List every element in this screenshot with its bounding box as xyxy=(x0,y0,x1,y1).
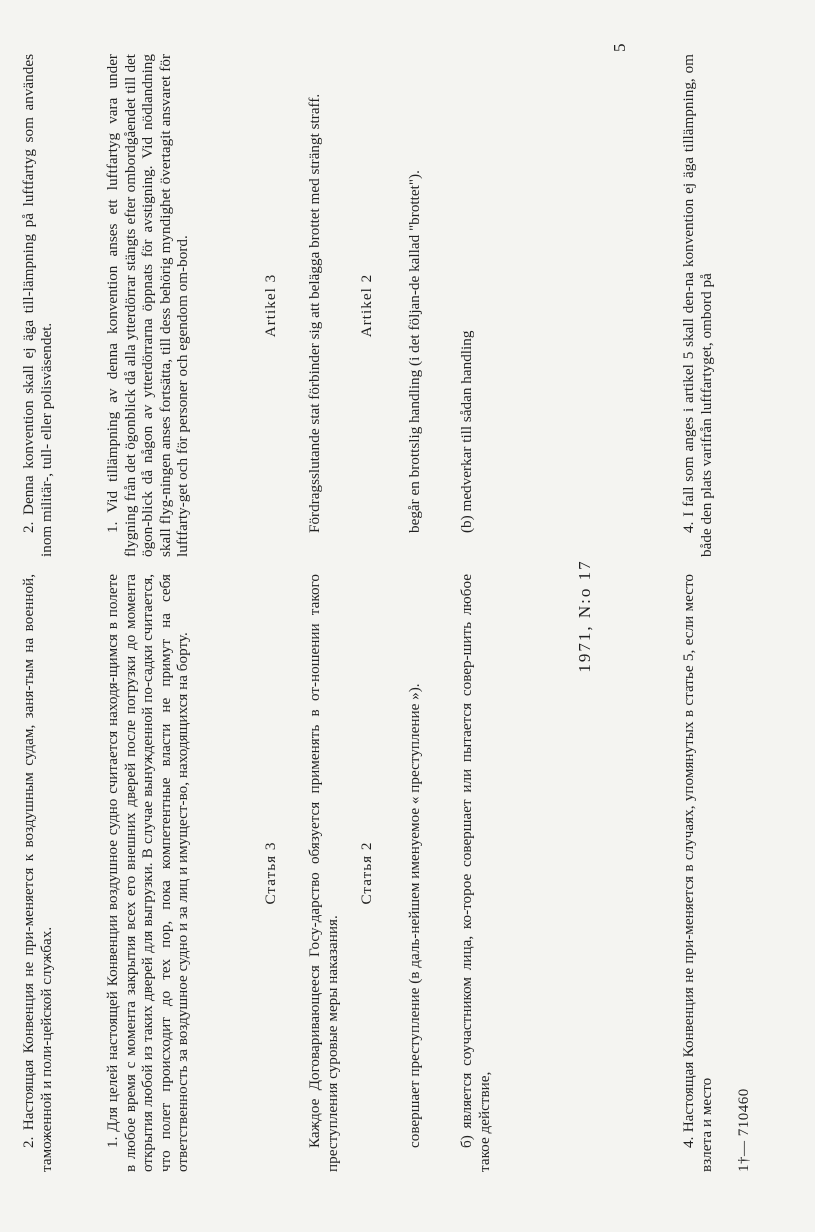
tail-strip xyxy=(672,0,815,1232)
swedish-article-2-heading: Artikel 2 xyxy=(358,273,375,338)
swedish-article-3-heading: Artikel 3 xyxy=(262,273,279,338)
page-number: 5 xyxy=(610,42,629,52)
russian-article-2-heading: Статья 2 xyxy=(358,841,375,905)
swedish-article-3-para-2: 2. Denna konvention skall ej äga till-lämpning på luftfartyg som användes inom militär-, tull- eller polisväsendet. xyxy=(20,54,55,557)
russian-para-2: совершает преступление (в даль-нейшем именуемое « преступление »). xyxy=(406,683,423,1148)
swedish-para-2: begår en brottslig handling (i det följan-de kallad "brottet"). xyxy=(406,170,423,533)
swedish-article-2-text: Fördragsslutande stat förbinder sig att belägga brottet med strängt straff. xyxy=(306,93,323,533)
footer-code: 1†— 710460 xyxy=(736,1088,752,1172)
russian-article-3-heading: Статья 3 xyxy=(262,841,279,905)
russian-article-3-para-1: 1. Для целей настоящей Конвенции воздушное судно считается находя-щимся в полете в любое время с момента закрытия всех его внешних дверей после погрузки до момента открытия любой из таких дверей для выгрузки. В случае вынужденной по-садки считается, что полет происходит до тех пор, пока компетентные власти не примут на себя ответственность за воздушное судно и за лиц и имущест-во, находящихся на борту. xyxy=(104,574,192,1172)
swedish-article-3-para-4: 4. I fall som anges i artikel 5 skall den-na konvention ej äga tillämpning, om både den plats varifrån luftfartyget, ombord på xyxy=(680,54,715,557)
swedish-article-3-para-1: 1. Vid tillämpning av denna konvention anses ett luftfartyg vara under flygning från det ögonblick då alla ytterdörrar stängts efter ombordgåendet till det ögon-blick då någon av ytterdörrarna öppnats för avstigning. Vid nödlandning skall flyg-ningen anses fortsätta, till dess behörig myndighet övertagit ansvaret för luftfarty-get och för personer och egendom om-bord. xyxy=(104,54,192,557)
russian-article-3-para-4: 4. Настоящая Конвенция не при-меняется в случаях, упомянутых в статье 5, если место взлета и место xyxy=(680,574,715,1172)
russian-article-2-text: Каждое Договаривающееся Госу-дарство обязуется применять в от-ношении такого преступления суровые меры наказания. xyxy=(306,574,341,1172)
russian-article-3-para-2: 2. Настоящая Конвенция не при-меняется к воздушным судам, заня-тым на военной, таможенной и поли-цейской службах. xyxy=(20,574,55,1172)
russian-para-1: б) является соучастником лица, ко-торое совершает или пытается совер-шить любое такое действие, xyxy=(458,574,493,1172)
swedish-para-1: (b) medverkar till sådan handling xyxy=(458,330,475,533)
running-head: 1971, N:o 17 xyxy=(575,559,594,673)
